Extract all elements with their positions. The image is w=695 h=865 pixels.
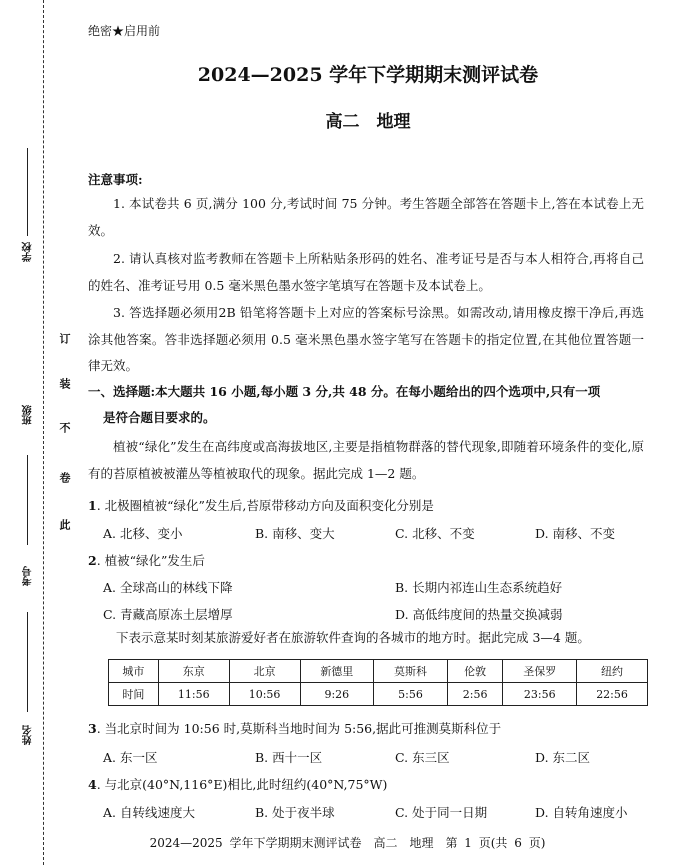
- table-cell: 纽约: [577, 660, 648, 683]
- table-cell: 莫斯科: [374, 660, 448, 683]
- question-stem: . 北极圈植被“绿化”发生后,苔原带移动方向及面积变化分别是: [96, 498, 434, 513]
- table-header-row: [109, 660, 648, 683]
- table-cell: 23:56: [503, 683, 577, 706]
- q3-option-c: C. 东三区: [395, 750, 450, 765]
- table-cell: 伦敦: [447, 660, 503, 683]
- question-2: [88, 551, 205, 569]
- question-stem: . 当北京时间为 10:56 时,莫斯科当地时间为 5:56,据此可推测莫斯科位于: [96, 721, 502, 736]
- binding-dashed-line: [43, 0, 44, 865]
- secret-mark: 绝密★启用前: [88, 24, 161, 38]
- notice-item-3: 3. 答选择题必须用2B 铅笔将答题卡上对应的答案标号涂黑。如需改动,请用橡皮擦干净后,再选涂其他答案。答非选择题必须用 0.5 毫米黑色墨水签字笔写在答题卡的指定位置,在其他位置答题一律无效。: [88, 305, 644, 373]
- exam-title: 2024—2025 学年下学期期末测评试卷: [197, 64, 539, 86]
- question-4: [88, 775, 387, 793]
- table-cell: 东京: [158, 660, 229, 683]
- table-intro: 下表示意某时刻某旅游爱好者在旅游软件查询的各城市的地方时。据此完成 3—4 题。: [116, 630, 590, 645]
- table-cell: 2:56: [447, 683, 503, 706]
- question-number: 1: [88, 498, 97, 513]
- q1-option-b: B. 南移、变大: [255, 526, 335, 541]
- notice-item-1: 1. 本试卷共 6 页,满分 100 分,考试时间 75 分钟。考生答题全部答在答题卡上,答在本试卷上无效。: [88, 196, 644, 238]
- question-1: [88, 496, 434, 514]
- table-cell: 北京: [229, 660, 300, 683]
- q2-option-b: B. 长期内祁连山生态系统趋好: [395, 580, 563, 595]
- question-number: 2: [88, 553, 97, 568]
- table-cell: 11:56: [158, 683, 229, 706]
- class-label: 班级: [23, 405, 34, 425]
- exam-no-write-line: [27, 612, 28, 712]
- section-heading-cont: 是符合题目要求的。: [103, 410, 216, 425]
- school-label: 学校: [23, 242, 34, 262]
- section-intro: 植被“绿化”发生在高纬度或高海拔地区,主要是指植物群落的替代现象,即随着环境条件的变化,原有的苔原植被被灌丛等植被取代的现象。据此完成 1—2 题。: [88, 439, 644, 481]
- page-footer: 2024—2025 学年下学期期末测评试卷 高二 地理 第 1 页(共 6 页): [149, 836, 546, 850]
- q1-option-c: C. 北移、不变: [395, 526, 475, 541]
- table-row: [109, 683, 648, 706]
- q4-option-b: B. 处于夜半球: [255, 805, 335, 820]
- seal-char-5: 此: [58, 519, 71, 530]
- notice-heading: 注意事项:: [88, 172, 143, 187]
- q4-option-c: C. 处于同一日期: [395, 805, 488, 820]
- exam-subtitle: 高二 地理: [325, 112, 411, 132]
- q1-option-d: D. 南移、不变: [535, 526, 616, 541]
- q3-option-b: B. 西十一区: [255, 750, 323, 765]
- question-stem: . 与北京(40°N,116°E)相比,此时纽约(40°N,75°W): [96, 777, 388, 792]
- local-time-table: [108, 659, 648, 706]
- q2-option-d: D. 高低纬度间的热量交换减弱: [395, 607, 563, 622]
- question-3: [88, 719, 501, 737]
- table-cell: 新德里: [300, 660, 374, 683]
- q2-option-c: C. 青藏高原冻土层增厚: [103, 607, 233, 622]
- seal-char-1: 订: [58, 333, 71, 344]
- q3-option-d: D. 东二区: [535, 750, 591, 765]
- school-write-line: [27, 148, 28, 236]
- table-cell: 5:56: [374, 683, 448, 706]
- question-number: 3: [88, 721, 97, 736]
- table-cell: 城市: [109, 660, 159, 683]
- q4-option-a: A. 自转线速度大: [103, 805, 195, 820]
- seal-char-3: 不: [58, 422, 71, 433]
- table-cell: 10:56: [229, 683, 300, 706]
- table-cell: 9:26: [300, 683, 374, 706]
- q3-option-a: A. 东一区: [103, 750, 158, 765]
- notice-item-2: 2. 请认真核对监考教师在答题卡上所粘贴条形码的姓名、准考证号是否与本人相符合,再将自己的姓名、准考证号用 0.5 毫米黑色墨水签字笔填写在答题卡及本试卷上。: [88, 251, 644, 293]
- binding-margin: [0, 0, 80, 865]
- q1-option-a: A. 北移、变小: [103, 526, 183, 541]
- question-stem: . 植被“绿化”发生后: [96, 553, 205, 568]
- question-number: 4: [88, 777, 97, 792]
- name-label: 姓名: [23, 725, 34, 745]
- q2-option-a: A. 全球高山的林线下降: [103, 580, 233, 595]
- table-cell: 22:56: [577, 683, 648, 706]
- seal-char-4: 卷: [58, 472, 71, 483]
- section-heading: 一、选择题:本大题共 16 小题,每小题 3 分,共 48 分。在每小题给出的四个选项中,只有一项: [88, 384, 601, 399]
- seal-char-2: 装: [58, 378, 71, 389]
- table-cell: 圣保罗: [503, 660, 577, 683]
- table-cell: 时间: [109, 683, 159, 706]
- exam-no-label: 考号: [23, 566, 34, 586]
- class-write-line: [27, 455, 28, 545]
- q4-option-d: D. 自转角速度小: [535, 805, 628, 820]
